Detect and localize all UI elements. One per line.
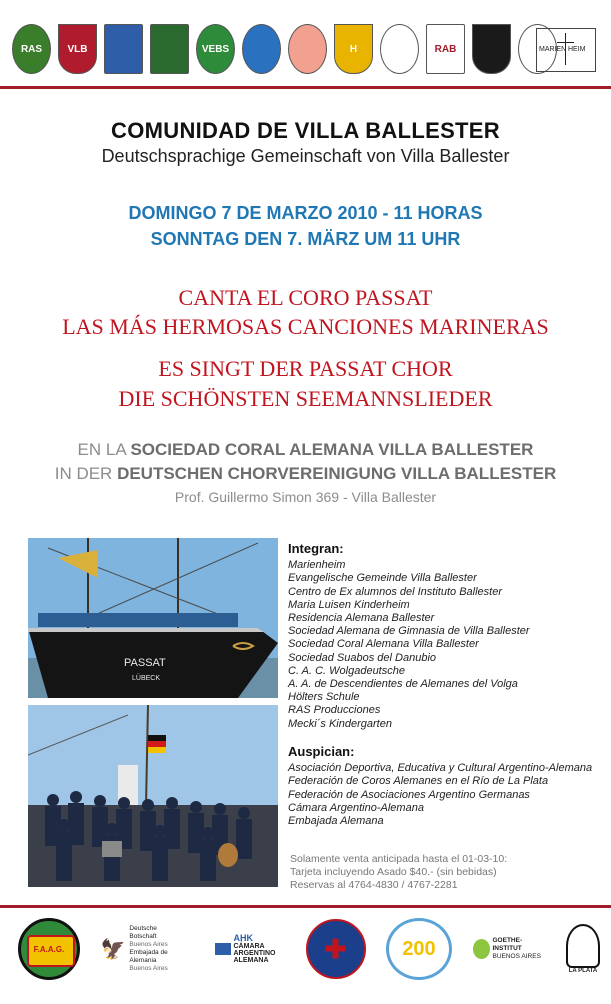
page-title: COMUNIDAD DE VILLA BALLESTER: [111, 118, 500, 143]
integran-item: Sociedad Alemana de Gimnasia de Villa Ballester: [288, 625, 530, 638]
church-logo: [104, 24, 143, 74]
sponsor-logo-row: [12, 18, 604, 80]
venue-de: IN DER DEUTSCHEN CHORVEREINIGUNG VILLA BALLESTER: [54, 464, 557, 483]
event-de-line1: ES SINGT DER PASSAT CHOR: [158, 356, 453, 381]
heart-logo: [288, 24, 327, 74]
wolgadeutsche-logo: [150, 24, 189, 74]
integran-item: Evangelische Gemeinde Villa Ballester: [288, 572, 477, 585]
integran-item: Sociedad Coral Alemana Villa Ballester: [288, 638, 479, 651]
event-es-line2: LAS MÁS HERMOSAS CANCIONES MARINERAS: [62, 314, 549, 339]
integran-item: A. A. de Descendientes de Alemanes del Volga: [288, 678, 518, 691]
integran-item: Residencia Alemana Ballester: [288, 612, 435, 625]
ship-port: LÜBECK: [132, 675, 161, 682]
integran-item: Mecki´s Kindergarten: [288, 717, 392, 730]
auspician-title: Auspician:: [288, 744, 355, 759]
auspician-section: [288, 745, 592, 828]
embassy-logo: 🦅 Deutsche Botschaft Buenos Aires Embajada de Alemania Buenos Aires: [100, 925, 168, 972]
cross-icon: ✚: [324, 933, 347, 964]
ras-logo: RAS: [12, 24, 51, 74]
ship-name: PASSAT: [124, 657, 166, 669]
auspician-item: Federación de Coros Alemanes en el Río de La Plata: [288, 775, 549, 788]
venue-es: EN LA SOCIEDAD CORAL ALEMANA VILLA BALLESTER: [77, 440, 534, 459]
integran-item: Sociedad Suabos del Danubio: [288, 651, 437, 664]
bottom-divider: [0, 905, 611, 908]
page-subtitle: Deutschsprachige Gemeinschaft von Villa Ballester: [101, 146, 510, 166]
integran-item: Centro de Ex alumnos del Instituto Ballester: [288, 585, 503, 598]
event-de-line2: DIE SCHÖNSTEN SEEMANNSLIEDER: [118, 386, 493, 411]
faag-logo: F.A.A.G.: [18, 918, 80, 980]
auspician-item: Federación de Asociaciones Argentino Germanas: [288, 788, 530, 801]
integran-section: [288, 542, 530, 731]
date-de: SONNTAG DEN 7. MÄRZ UM 11 UHR: [150, 229, 461, 249]
residencia-logo: [242, 24, 281, 74]
caritas-cross-logo: [306, 919, 366, 979]
integran-item: Maria Luisen Kinderheim: [288, 598, 410, 611]
rab-logo: RAB: [426, 24, 465, 74]
integran-item: C. A. C. Wolgadeutsche: [288, 664, 405, 677]
integran-item: Hölters Schule: [288, 691, 360, 704]
integran-title: Integran:: [288, 541, 344, 556]
top-divider: [0, 86, 611, 89]
event-es-line1: CANTA EL CORO PASSAT: [178, 285, 433, 310]
date-es: DOMINGO 7 DE MARZO 2010 - 11 HORAS: [128, 203, 483, 223]
bottom-logo-row: [18, 918, 603, 980]
ship-photo: [28, 538, 278, 698]
auspician-item: Cámara Argentino-Alemana: [288, 801, 424, 814]
vebs-logo: VEBS: [196, 24, 235, 74]
integran-item: Marienheim: [288, 559, 346, 572]
vlb-logo: VLB: [58, 24, 97, 74]
venue-address: Prof. Guillermo Simon 369 - Villa Ballester: [174, 489, 437, 505]
eagle-icon: 🦅: [100, 938, 126, 961]
integran-item: RAS Producciones: [288, 704, 381, 717]
auspician-item: Embajada Alemana: [288, 815, 384, 828]
200-anniversary-logo: 200: [386, 918, 452, 980]
auspician-item: Asociación Deportiva, Educativa y Cultural Argentino-Alemana: [288, 762, 593, 775]
choir-photo: [28, 705, 278, 887]
evangelische-logo: [380, 24, 419, 74]
ahk-logo: AHK CÁMARA ARGENTINO ALEMANA: [205, 920, 285, 978]
ballester-shield-logo: [472, 24, 511, 74]
la-plata-logo: LA PLATA: [563, 920, 603, 978]
marienheim-logo: MARIEN HEIM: [536, 28, 596, 72]
h-shield-logo: H: [334, 24, 373, 74]
ticket-info: Solamente venta anticipada hasta el 01-03-10: Tarjeta incluyendo Asado $40.- (sin bebidas) Reservas al 4764-4830 / 4767-2281: [290, 853, 508, 891]
goethe-institut-logo: GOETHE-INSTITUT BUENOS AIRES: [473, 920, 543, 978]
